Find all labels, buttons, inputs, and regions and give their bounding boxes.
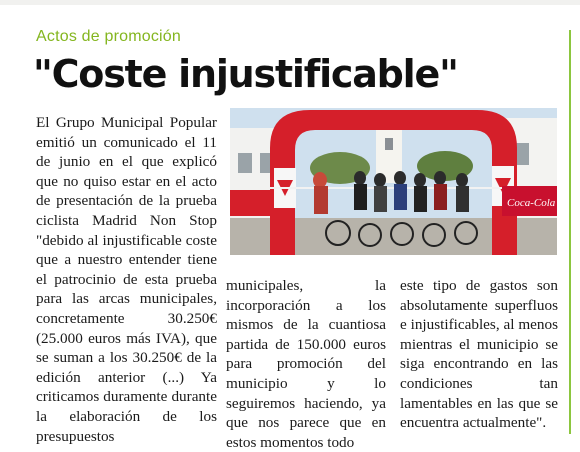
banner-text: Coca-Cola	[507, 197, 556, 209]
article-column-3: este tipo de gastos son absolutamente superfluos e injustificables, al menos mientras el municipio se siga encontrando en las condiciones tan lamentables en las que se encuentra actualmente".	[400, 277, 558, 432]
cycling-race-start-icon	[230, 108, 557, 255]
section-label: Actos de promoción	[36, 28, 182, 45]
headline: "Coste injustificable"	[33, 52, 458, 96]
column-rule	[569, 30, 571, 434]
top-bar	[0, 0, 580, 5]
article-column-1: El Grupo Municipal Popular emitió un comunicado el 11 de junio en el que explicó que no quiso estar en el acto de presentación de la prueba ciclista Madrid Non Stop "debido al injustificable coste que a nuestro entender tiene el patrocinio de esta prueba para las arcas municipales, concretamente 30.250€ (25.000 euros más IVA), que se suman a los 30.250€ de la edición anterior (...) Ya criticamos duramente durante la elaboración de los presupuestos	[36, 114, 217, 445]
article-photo	[230, 108, 557, 255]
article-column-2: municipales, la incorporación a los mismos de la cuantiosa partida de 150.000 euros para promoción del municipio y lo seguiremos haciendo, ya que nos parece que en estos momentos todo	[226, 277, 386, 451]
